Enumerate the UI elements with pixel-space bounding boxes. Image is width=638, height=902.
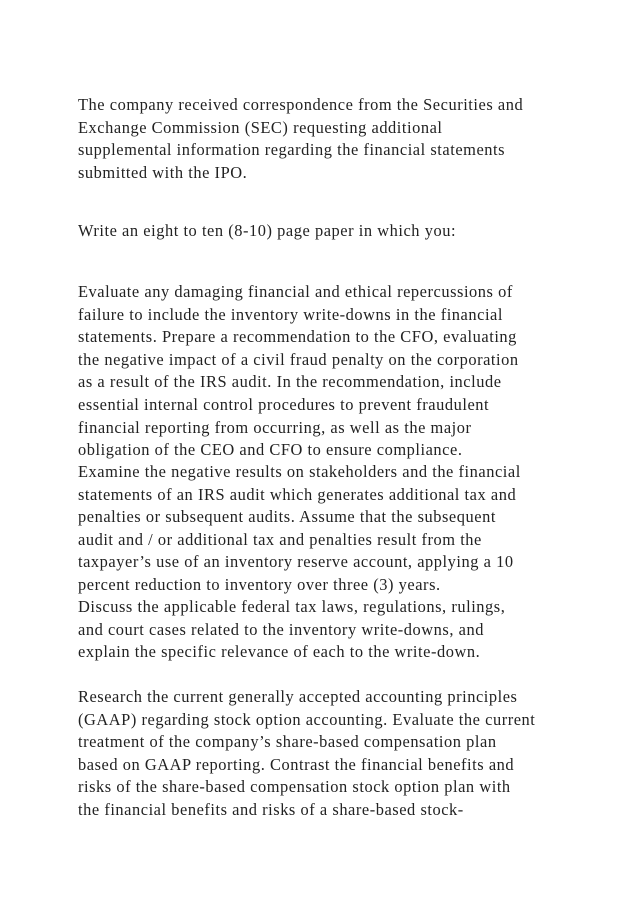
paragraph-discuss-tax-laws <box>78 596 598 664</box>
text-line: based on GAAP reporting. Contrast the financial benefits and <box>78 754 515 774</box>
text-line: essential internal control procedures to prevent fraudulent <box>78 394 490 414</box>
text-line: audit and / or additional tax and penalties result from the <box>78 529 482 549</box>
paragraph-research-gaap <box>78 686 598 822</box>
paragraph-examine-negative-results <box>78 461 598 597</box>
text-line: taxpayer’s use of an inventory reserve account, applying a 10 <box>78 552 514 572</box>
text-line: failure to include the inventory write-downs in the financial <box>78 304 503 324</box>
text-line: (GAAP) regarding stock option accounting. Evaluate the current <box>78 709 536 729</box>
text-line: supplemental information regarding the financial statements <box>78 140 506 160</box>
paragraph-evaluate-repercussions <box>78 281 598 462</box>
text-line: financial reporting from occurring, as well as the major <box>78 417 472 437</box>
text-line: and court cases related to the inventory write-downs, and <box>78 619 484 639</box>
text-line: Research the current generally accepted accounting principles <box>78 687 518 706</box>
paragraph-assignment-instruction <box>78 220 598 243</box>
text-line: explain the specific relevance of each to the write-down. <box>78 642 481 662</box>
text-line: The company received correspondence from the Securities and <box>78 95 524 114</box>
text-line: the negative impact of a civil fraud penalty on the corporation <box>78 349 519 369</box>
text-line: treatment of the company’s share-based compensation plan <box>78 732 497 752</box>
text-line: Write an eight to ten (8-10) page paper in which you: <box>78 221 457 240</box>
text-line: Evaluate any damaging financial and ethical repercussions of <box>78 282 513 301</box>
text-line: the financial benefits and risks of a share-based stock- <box>78 799 464 819</box>
text-line: statements of an IRS audit which generates additional tax and <box>78 484 517 504</box>
paragraph-sec-correspondence <box>78 94 598 184</box>
text-line: as a result of the IRS audit. In the recommendation, include <box>78 372 502 392</box>
text-line: statements. Prepare a recommendation to the CFO, evaluating <box>78 327 517 347</box>
text-line: percent reduction to inventory over three (3) years. <box>78 574 441 594</box>
text-line: Examine the negative results on stakeholders and the financial <box>78 462 521 481</box>
text-line: submitted with the IPO. <box>78 162 248 182</box>
text-line: Exchange Commission (SEC) requesting additional <box>78 117 443 137</box>
text-line: obligation of the CEO and CFO to ensure compliance. <box>78 440 463 460</box>
text-line: Discuss the applicable federal tax laws, regulations, rulings, <box>78 597 506 616</box>
text-line: penalties or subsequent audits. Assume that the subsequent <box>78 507 496 527</box>
text-line: risks of the share-based compensation stock option plan with <box>78 777 511 797</box>
